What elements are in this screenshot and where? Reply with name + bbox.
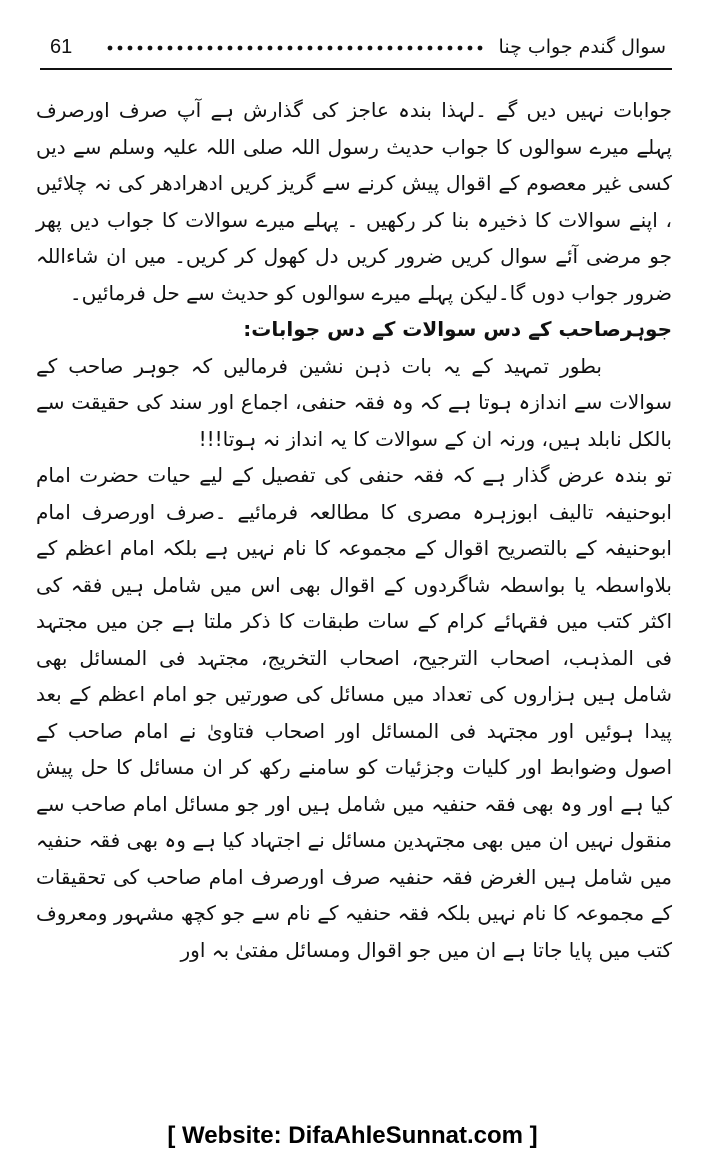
paragraph-preface: بطور تمہید کے یہ بات ذہن نشین فرمالیں کہ جوہر صاحب کے سوالات سے اندازہ ہوتا ہے کہ وہ فقہ حنفی، اجماع اور سند کی حقیقت سے بالکل نابلد ہیں، ورنہ ان کے سوالات کا یہ انداز نہ ہوتا!!!	[36, 353, 672, 451]
paragraph-intro: جوابات نہیں دیں گے ۔لہذا بندہ عاجز کی گذارش ہے آپ صرف اورصرف پہلے میرے سوالوں کا جواب حدیث رسول اللہ صلی اللہ علیہ وسلم سے دیں کسی غیر معصوم کے اقوال پیش کرنے سے گریز کریں ادھرادھر کی نہ چلائیں ، اپنے سوالات کا ذخیرہ بنا کر رکھیں ۔ پہلے میرے سوالات کا جواب دیں پھر جو مرضی آئے سوال کریں ضرور کریں دل کھول کر کریں۔ میں ان شاءاللہ ضرور جواب دوں گا۔لیکن پہلے میرے سوالوں کو حدیث سے حل فرمائیں۔	[36, 98, 672, 305]
page-number: 61	[50, 36, 73, 58]
website-footer: [ Website: DifaAhleSunnat.com ]	[167, 1122, 538, 1149]
page-body	[36, 92, 672, 1112]
dotted-leader	[106, 44, 486, 52]
book-title: سوال گندم جواب چنا	[498, 36, 666, 58]
header-divider	[40, 68, 672, 70]
section-heading: جوہرصاحب کے دس سوالات کے دس جوابات:	[243, 317, 672, 341]
paragraph-main: تو بندہ عرض گذار ہے کہ فقہ حنفی کی تفصیل کے لیے حیات حضرت امام ابوحنیفہ تالیف ابوزہرہ مصری کا مطالعہ فرمائیے ۔صرف اورصرف امام ابوحنیفہ کے بالتصریح اقوال کے مجموعہ کا نام نہیں ہے بلکہ امام اعظم کے بلاواسطہ یا بواسطہ شاگردوں کے اقوال بھی اس میں شامل ہیں فقہ کی اکثر کتب میں فقہائے کرام کے سات طبقات کا ذکر ملتا ہے جن میں مجتہد فی المذہب، اصحاب الترجیح، اصحاب التخریج، مجتہد فی المسائل بھی شامل ہیں ہزاروں کی تعداد میں مسائل کی صورتیں جو امام اعظم کے بعد پیدا ہوئیں اور مجتہد فی المسائل اور اصحاب فتاویٰ نے امام صاحب کے اصول وضوابط اور کلیات وجزئیات کو سامنے رکھ کر ان مسائل کا حل پیش کیا ہے اور وہ بھی فقہ حنفیہ میں شامل ہیں اور جو مسائل امام صاحب سے منقول نہیں ان میں بھی مجتہدین مسائل نے اجتہاد کیا ہے وہ بھی فقہ حنفیہ میں شامل ہیں الغرض فقہ حنفیہ صرف اورصرف امام صاحب کی تحقیقات کے مجموعہ کا نام نہیں بلکہ فقہ حنفیہ کے نام سے جو کچھ مشہور ومعروف کتب میں پایا جاتا ہے ان میں جو اقوال ومسائل مفتیٰ بہ اور	[36, 463, 672, 962]
page-header	[40, 30, 672, 70]
